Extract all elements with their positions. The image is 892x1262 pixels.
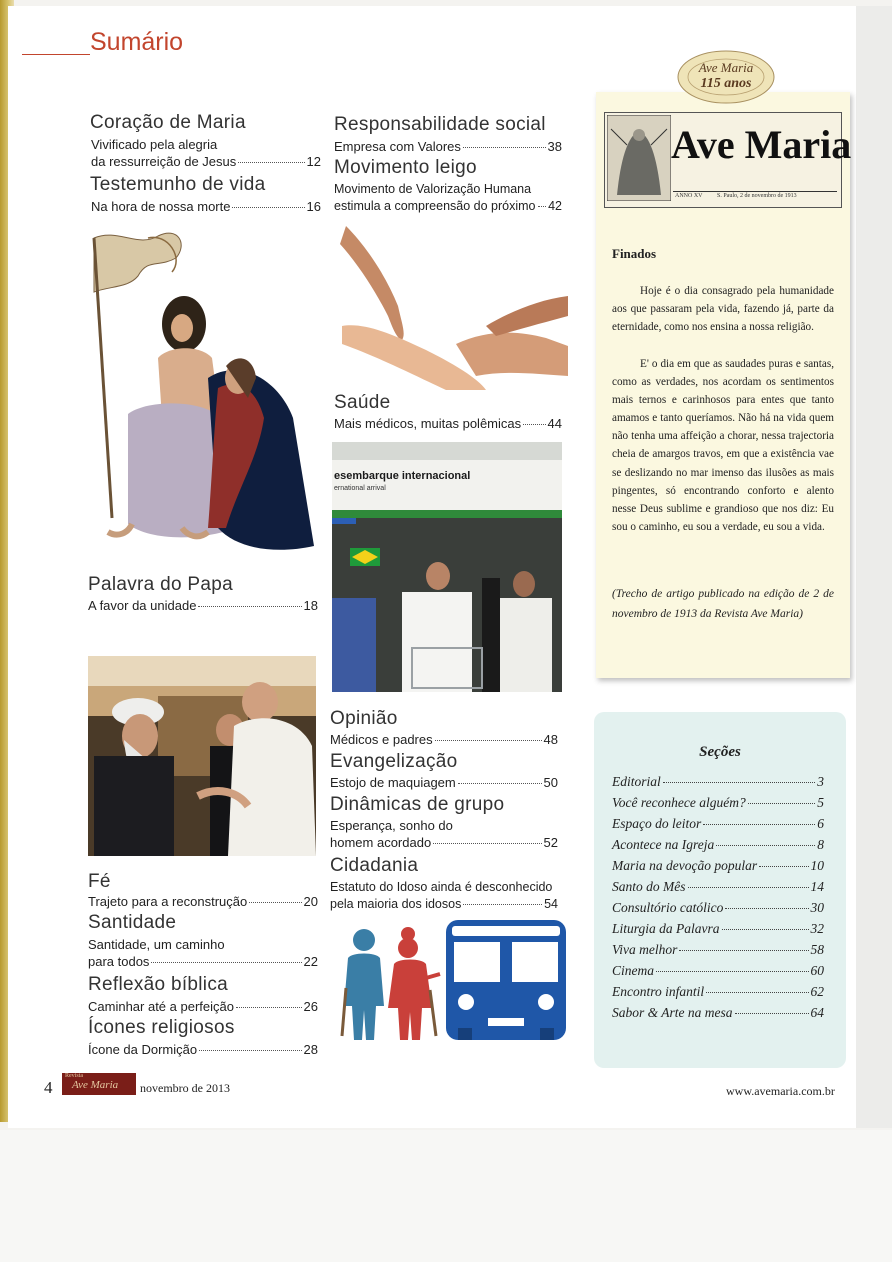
entry-page-number: 12 xyxy=(306,154,321,169)
sections-item-label: Santo do Mês xyxy=(612,879,686,894)
sections-item-page: 64 xyxy=(810,1005,824,1020)
section-heading: Reflexão bíblica xyxy=(88,974,228,995)
sections-item[interactable] xyxy=(612,984,824,1000)
sections-item-label: Viva melhor xyxy=(612,942,678,957)
entry-page-number: 50 xyxy=(543,775,558,790)
hands-illustration xyxy=(336,226,568,390)
entry-page-number: 54 xyxy=(544,897,558,911)
sections-item-label: Maria na devoção popular xyxy=(612,858,758,873)
section-heading: Testemunho de vida xyxy=(90,174,266,195)
entry-title: Estojo de maquiagem xyxy=(330,775,456,790)
toc-entry[interactable] xyxy=(88,1041,318,1058)
leader-dots xyxy=(679,950,808,951)
entry-line: Estatuto do Idoso ainda é desconhecido xyxy=(330,880,553,894)
sections-item[interactable] xyxy=(612,942,824,958)
page-edge-shadow xyxy=(856,6,892,1128)
sections-item-label: Cinema xyxy=(612,963,654,978)
leader-dots xyxy=(748,803,816,804)
entry-page-number: 28 xyxy=(303,1042,318,1057)
article-paragraph: E' o dia em que as saudades puras e santas, como as verdades, nos acordam os sentimentos mais ternos e carinhosos para entes que tanto amamos e tanto queríamos. Não há na vida quem não tenha uma affeição a chorar, nessa trajectoria cheia de amargos travos, em que a existência vae se deslizando no mar imenso das ilusões as mais pingentes, só encontrando conforto e alento nesse Deus sublime e grandioso que nos diz: Eu sou o caminho, eu sou a verdade, eu sou a vida. xyxy=(612,358,834,533)
photo-ceiling xyxy=(332,442,562,460)
masthead-title: Ave Maria xyxy=(671,122,852,167)
title-rule xyxy=(22,54,90,55)
entry-title: Ícone da Dormição xyxy=(88,1042,198,1057)
elderly-man-icon xyxy=(342,929,384,1040)
entry-page-number: 42 xyxy=(548,199,562,213)
entry-page-number: 52 xyxy=(543,835,558,850)
sections-item-page: 5 xyxy=(817,795,824,810)
leader-dots xyxy=(199,1050,301,1051)
masthead-issue: ANNO XV xyxy=(675,193,703,199)
entry-title: Mais médicos, muitas polêmicas xyxy=(334,416,522,431)
entry-page-number: 38 xyxy=(547,139,562,154)
section-heading: Santidade xyxy=(88,912,177,933)
website-link[interactable]: www.avemaria.com.br xyxy=(726,1084,835,1098)
sections-item[interactable] xyxy=(612,858,824,874)
entry-page-number: 26 xyxy=(303,999,318,1014)
sections-item-label: Sabor & Arte na mesa xyxy=(612,1005,733,1020)
sections-item[interactable] xyxy=(612,879,824,895)
photo-people xyxy=(332,518,562,692)
sections-item-label: Encontro infantil xyxy=(612,984,705,999)
sign-text: esembarque internacional xyxy=(334,470,471,482)
masthead-rule xyxy=(673,191,837,192)
section-heading: Cidadania xyxy=(330,855,419,876)
section-heading: Coração de Maria xyxy=(90,112,246,133)
leader-dots xyxy=(663,782,815,783)
entry-title: estimula a compreensão do próximo xyxy=(334,199,536,213)
toc-entry[interactable] xyxy=(88,597,318,614)
leader-dots xyxy=(238,162,304,163)
leader-dots xyxy=(722,929,809,930)
toc-entry[interactable] xyxy=(91,198,321,215)
sections-item-page: 8 xyxy=(817,837,824,852)
entry-line: Vivificado pela alegria xyxy=(91,137,218,152)
sections-item-page: 58 xyxy=(810,942,824,957)
toc-entry[interactable] xyxy=(334,138,562,155)
section-heading: Ícones religiosos xyxy=(88,1017,235,1038)
leader-dots xyxy=(435,740,542,741)
sections-item[interactable] xyxy=(612,837,824,853)
toc-entry[interactable] xyxy=(330,817,558,851)
entry-title: Trajeto para a reconstrução xyxy=(88,894,248,909)
sections-item[interactable] xyxy=(612,921,824,937)
leader-dots xyxy=(656,971,809,972)
article-paragraph: Hoje é o dia consagrado pela humanidade aos que passaram pela vida, fazendo já, parte da eternidade, como nos ensina a nossa religião. xyxy=(612,285,834,334)
section-heading: Saúde xyxy=(334,392,391,413)
leader-dots xyxy=(236,1007,302,1008)
sections-item[interactable] xyxy=(612,900,824,916)
sections-item-page: 62 xyxy=(810,984,824,999)
bus-icon xyxy=(446,920,566,1040)
toc-entry[interactable] xyxy=(330,879,558,913)
resurrection-illustration xyxy=(88,228,320,558)
logo-text: Ave Maria xyxy=(72,1079,119,1091)
section-heading: Evangelização xyxy=(330,751,458,772)
leader-dots xyxy=(703,824,815,825)
entry-line: Santidade, um caminho xyxy=(88,937,225,952)
leader-dots xyxy=(249,902,301,903)
sections-item[interactable] xyxy=(612,1005,824,1021)
leader-dots xyxy=(716,845,815,846)
doctors-arrival-photo xyxy=(332,442,562,692)
section-heading: Palavra do Papa xyxy=(88,574,233,595)
entry-line: Esperança, sonho do xyxy=(330,818,453,833)
entry-title: Empresa com Valores xyxy=(334,139,461,154)
magazine-logo xyxy=(62,1073,136,1095)
sections-item[interactable] xyxy=(612,774,824,790)
entry-title: pela maioria dos idosos xyxy=(330,897,462,911)
toc-entry[interactable] xyxy=(334,181,562,215)
section-heading: Responsabilidade social xyxy=(334,114,546,135)
sections-item-label: Liturgia da Palavra xyxy=(612,921,720,936)
toc-entry[interactable] xyxy=(330,774,558,791)
leader-dots xyxy=(198,606,301,607)
pope-meeting-photo xyxy=(88,656,316,856)
section-heading: Dinâmicas de grupo xyxy=(330,794,505,815)
leader-dots xyxy=(433,843,541,844)
sections-item-page: 14 xyxy=(810,879,824,894)
entry-page-number: 16 xyxy=(306,199,321,214)
leader-dots xyxy=(463,147,546,148)
sections-title: Seções xyxy=(699,744,741,760)
leader-dots xyxy=(523,424,545,425)
sections-item-label: Você reconhece alguém? xyxy=(612,795,746,810)
page-number: 4 xyxy=(44,1078,53,1097)
entry-line: Movimento de Valorização Humana xyxy=(334,182,532,196)
sections-item-label: Acontece na Igreja xyxy=(612,837,715,852)
leader-dots xyxy=(232,207,304,208)
toc-entry[interactable] xyxy=(330,731,558,748)
sections-item[interactable] xyxy=(612,963,824,979)
badge-line2: 115 anos xyxy=(700,76,752,91)
sections-item[interactable] xyxy=(612,795,824,811)
entry-title: Médicos e padres xyxy=(330,732,433,747)
sections-item-label: Consultório católico xyxy=(612,900,724,915)
leader-dots xyxy=(151,962,301,963)
sections-item-page: 6 xyxy=(817,816,824,831)
sections-item[interactable] xyxy=(612,816,824,832)
green-stripe xyxy=(332,510,562,518)
newspaper-masthead xyxy=(604,112,852,208)
sections-item-page: 30 xyxy=(810,900,824,915)
toc-entry[interactable] xyxy=(88,893,318,910)
sections-box xyxy=(594,712,846,1068)
toc-entry[interactable] xyxy=(91,136,321,170)
entry-title: da ressurreição de Jesus xyxy=(91,154,237,169)
page-title: Sumário xyxy=(90,28,184,56)
leader-dots xyxy=(735,1013,809,1014)
leader-dots xyxy=(759,866,808,867)
section-heading: Opinião xyxy=(330,708,398,729)
leader-dots xyxy=(688,887,809,888)
anniversary-badge xyxy=(676,48,776,106)
toc-entry[interactable] xyxy=(88,936,318,970)
sections-item-label: Editorial xyxy=(612,774,661,789)
toc-entry[interactable] xyxy=(88,998,318,1015)
section-heading: Movimento leigo xyxy=(334,157,477,178)
elderly-woman-icon xyxy=(388,927,440,1040)
leader-dots xyxy=(725,908,808,909)
sections-item-page: 60 xyxy=(810,963,824,978)
entry-title: para todos xyxy=(88,954,150,969)
leader-dots xyxy=(458,783,542,784)
sections-item-page: 3 xyxy=(817,774,824,789)
entry-page-number: 18 xyxy=(303,598,318,613)
issue-date: novembro de 2013 xyxy=(140,1081,230,1095)
sign-subtext: ernational arrival xyxy=(334,485,386,492)
article-caption: (Trecho de artigo publicado na edição de 2 de novembro de 1913 da Revista Ave Maria) xyxy=(612,588,834,620)
sections-item-page: 32 xyxy=(810,921,824,936)
badge-line1: Ave Maria xyxy=(698,60,754,75)
entry-title: A favor da unidade xyxy=(88,598,197,613)
section-heading: Fé xyxy=(88,871,111,892)
entry-page-number: 48 xyxy=(543,732,558,747)
article-title: Finados xyxy=(612,246,657,261)
sections-item-label: Espaço do leitor xyxy=(612,816,702,831)
logo-small-text: Revista xyxy=(65,1073,83,1079)
elderly-bus-illustration xyxy=(340,918,568,1044)
leader-dots xyxy=(463,904,542,905)
toc-entry[interactable] xyxy=(334,415,562,432)
leader-dots xyxy=(538,206,547,207)
entry-page-number: 44 xyxy=(547,416,562,431)
entry-page-number: 20 xyxy=(303,894,318,909)
entry-title: Caminhar até a perfeição xyxy=(88,999,234,1014)
entry-title: Na hora de nossa morte xyxy=(91,199,231,214)
entry-page-number: 22 xyxy=(303,954,318,969)
arrival-sign xyxy=(332,460,562,510)
leader-dots xyxy=(706,992,808,993)
madonna-engraving-icon xyxy=(607,115,671,201)
scan-background xyxy=(0,1130,892,1262)
sections-item-page: 10 xyxy=(810,858,824,873)
masthead-date: S. Paulo, 2 de novembro de 1913 xyxy=(717,193,797,199)
entry-title: homem acordado xyxy=(330,835,432,850)
